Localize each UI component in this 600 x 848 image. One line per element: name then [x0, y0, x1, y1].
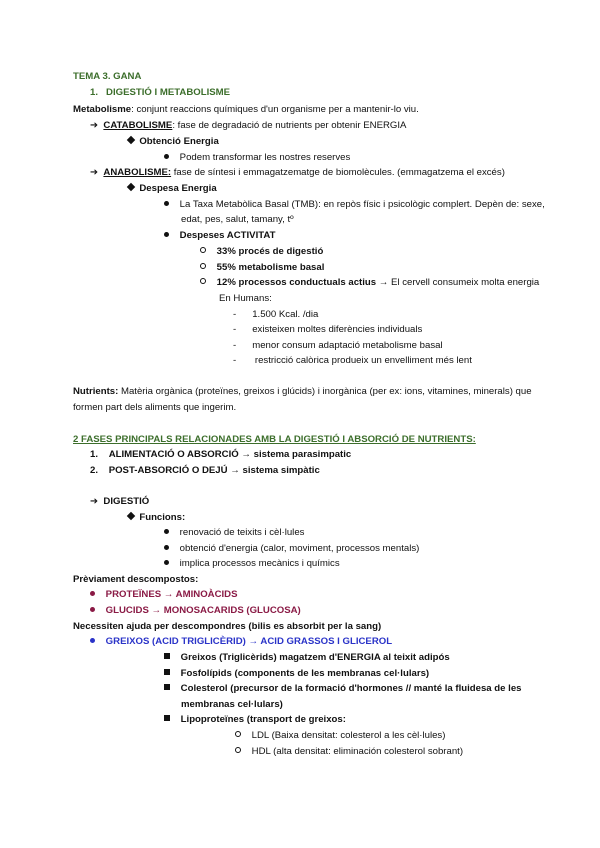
greixos-sub-item — [164, 683, 522, 695]
glucids-item — [90, 605, 301, 617]
arrow-bullet-icon: ➔ — [90, 496, 99, 507]
bullet-icon — [90, 638, 95, 643]
humans-item-text: 1.500 Kcal. /dia — [252, 309, 319, 320]
diamond-bullet-icon — [127, 183, 135, 191]
humans-item-text: restricció calòrica produeix un envelliment més lent — [252, 355, 472, 366]
despeses-activitat-label: Despeses ACTIVITAT — [179, 230, 276, 241]
funcions-item-text: renovació de teixits i cèl·lules — [179, 527, 305, 538]
metabolisme-label: Metabolisme — [73, 104, 132, 115]
digestio-label: DIGESTIÓ — [103, 496, 150, 507]
humans-item — [233, 355, 472, 367]
bullet-icon — [164, 560, 169, 565]
obtencio-item — [164, 152, 350, 164]
despesa-label: Despesa Energia — [139, 183, 217, 194]
funcions-item-text: implica processos mecànics i químics — [179, 558, 340, 569]
dash-bullet-icon: - — [233, 309, 237, 320]
funcions-line — [128, 512, 185, 524]
anabolisme-label: ANABOLISME: — [103, 167, 172, 178]
greixos-sub-text-cont: membranas cel·lulars) — [181, 699, 283, 710]
fase-item — [90, 465, 320, 477]
funcions-label: Funcions: — [139, 512, 186, 523]
fase-number: 1. — [90, 449, 99, 460]
en-humans-label: En Humans: — [219, 293, 272, 304]
tmb-text-1: La Taxa Metabòlica Basal (TMB): en repòs físic i psicològic complert. Depèn de: sexe, — [179, 199, 545, 210]
digestio-line — [90, 496, 149, 508]
funcions-item — [164, 543, 419, 555]
lipo-text: LDL (Baixa densitat: colesterol a les cèl·lules) — [251, 730, 446, 741]
funcions-item — [164, 527, 304, 539]
proteines-item — [90, 589, 238, 601]
bullet-icon — [90, 607, 95, 612]
circle-bullet-icon — [200, 247, 206, 253]
catabolisme-label: CATABOLISME — [103, 120, 173, 131]
proteines-text: PROTEÏNES → AMINOÀCIDS — [105, 589, 238, 600]
previament-label: Prèviament descompostos: — [73, 574, 199, 585]
greixos-sub-text: Lipoproteïnes (transport de greixos: — [180, 714, 346, 725]
tmb-text-2: edat, pes, salut, tamany, tº — [181, 214, 294, 225]
lipo-item — [235, 746, 463, 758]
metabolisme-definition — [73, 104, 419, 116]
square-bullet-icon — [164, 653, 170, 659]
bullet-icon — [164, 232, 169, 237]
bullet-icon — [164, 154, 169, 159]
diamond-bullet-icon — [127, 512, 135, 520]
section-title: DIGESTIÓ I METABOLISME — [106, 87, 231, 98]
greixos-item — [90, 636, 392, 648]
anabolisme-text: fase de síntesi i emmagatzematge de biomolècules. (emmagatzema el excés) — [171, 167, 505, 178]
dash-bullet-icon: - — [233, 324, 237, 335]
humans-item-text: existeixen moltes diferències individuals — [252, 324, 423, 335]
anabolisme-line — [90, 167, 505, 179]
nutrients-line-2: formen part dels aliments que ingerim. — [73, 402, 237, 413]
arrow-bullet-icon: ➔ — [90, 167, 99, 178]
fase-number: 2. — [90, 465, 99, 476]
fase-text: POST-ABSORCIÓ O DEJÚ → sistema simpàtic — [108, 465, 320, 476]
obtencio-item-text: Podem transformar les nostres reserves — [179, 152, 351, 163]
bullet-icon — [90, 591, 95, 596]
section-number: 1. — [90, 87, 99, 98]
humans-item — [233, 309, 318, 321]
greixos-sub-text: Colesterol (precursor de la formació d'hormones // manté la fluidesa de les — [180, 683, 522, 694]
arrow-bullet-icon: ➔ — [90, 120, 99, 131]
circle-bullet-icon — [200, 263, 206, 269]
circle-bullet-icon — [235, 747, 241, 753]
square-bullet-icon — [164, 669, 170, 675]
circle-bullet-icon — [200, 278, 206, 284]
greixos-sub-text: Fosfolípids (components de les membranas cel·lulars) — [180, 668, 430, 679]
nutrients-label: Nutrients: — [73, 386, 119, 397]
humans-item — [233, 324, 422, 336]
square-bullet-icon — [164, 715, 170, 721]
section-1-heading — [90, 87, 230, 99]
glucids-text: GLUCIDS → MONOSACARIDS (GLUCOSA) — [105, 605, 301, 616]
fase-item — [90, 449, 351, 461]
lipo-text: HDL (alta densitat: eliminación colesterol sobrant) — [251, 746, 464, 757]
greixos-sub-item — [164, 668, 429, 680]
catabolisme-line — [90, 120, 406, 132]
despesa-line — [128, 183, 217, 195]
pct-text: 55% metabolisme basal — [216, 262, 325, 273]
funcions-item-text: obtenció d'energia (calor, moviment, processos mentals) — [179, 543, 420, 554]
pct-text-bold: 12% processos conductuals actius — [216, 277, 377, 288]
pct-item — [200, 262, 324, 274]
humans-item-text: menor consum adaptació metabolisme basal — [252, 340, 443, 351]
lipo-item — [235, 730, 445, 742]
necessiten-line: Necessiten ajuda per descompondres (bilis es absorbit per la sang) — [73, 621, 382, 632]
humans-item — [233, 340, 443, 352]
greixos-sub-item — [164, 652, 450, 664]
metabolisme-text: : conjunt reaccions químiques d'un organisme per a mantenir-lo viu. — [131, 104, 419, 115]
pct-item — [200, 246, 323, 258]
bullet-icon — [164, 545, 169, 550]
obtencio-line — [128, 136, 219, 148]
bullet-icon — [164, 529, 169, 534]
circle-bullet-icon — [235, 731, 241, 737]
bullet-icon — [164, 201, 169, 206]
dash-bullet-icon: - — [233, 340, 237, 351]
nutrients-line-1 — [73, 386, 532, 398]
pct-item — [200, 277, 539, 289]
obtencio-label: Obtenció Energia — [139, 136, 219, 147]
square-bullet-icon — [164, 684, 170, 690]
fase-text: ALIMENTACIÓ O ABSORCIÓ → sistema parasimpatic — [108, 449, 352, 460]
greixos-sub-text: Greixos (Triglicèrids) magatzem d'ENERGIA al teixit adipós — [180, 652, 450, 663]
greixos-sub-item — [164, 714, 346, 726]
tmb-item — [164, 199, 545, 211]
funcions-item — [164, 558, 340, 570]
despeses-activitat-item — [164, 230, 275, 242]
nutrients-text: Matèria orgànica (proteïnes, greixos i glúcids) i inorgànica (per ex: ions, vitamines, minerals) que — [118, 386, 532, 397]
diamond-bullet-icon — [127, 136, 135, 144]
pct-text-rest: → El cervell consumeix molta energia — [376, 277, 540, 288]
tema-title: TEMA 3. GANA — [73, 71, 142, 82]
pct-text: 33% procés de digestió — [216, 246, 324, 257]
catabolisme-text: : fase de degradació de nutrients per obtenir ENERGIA — [172, 120, 407, 131]
greixos-text: GREIXOS (ACID TRIGLICÈRID) → ACID GRASSOS I GLICEROL — [105, 636, 393, 647]
fases-heading: 2 FASES PRINCIPALS RELACIONADES AMB LA DIGESTIÓ I ABSORCIÓ DE NUTRIENTS: — [73, 434, 476, 445]
dash-bullet-icon: - — [233, 355, 237, 366]
